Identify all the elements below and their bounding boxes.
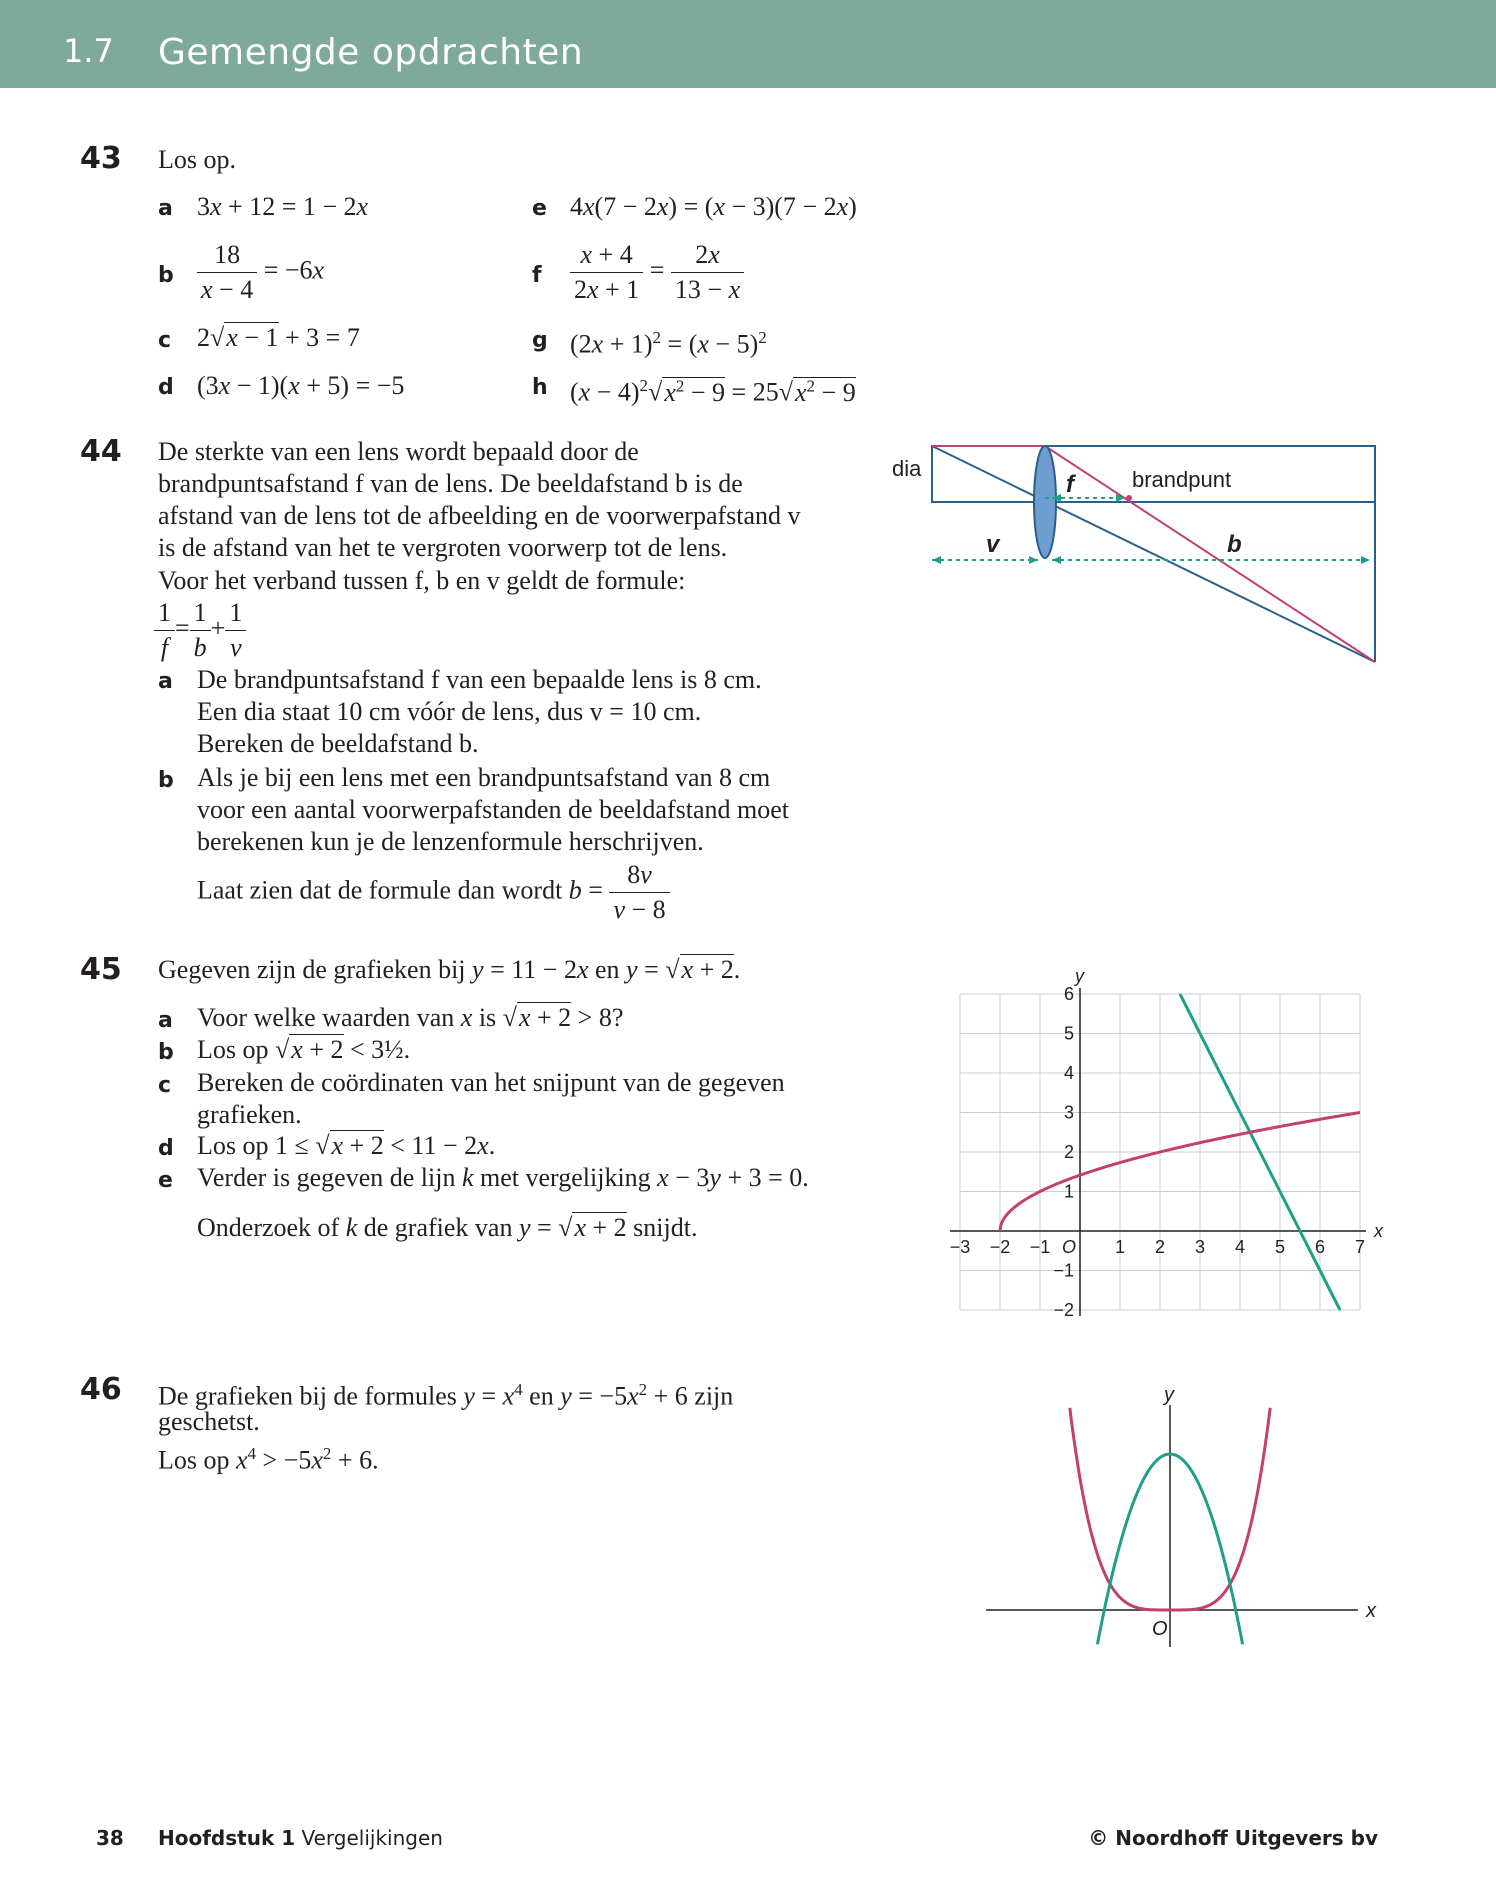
graph-exercise-46 (980, 1385, 1380, 1655)
x-tick-label: 4 (1234, 1237, 1246, 1257)
ex45-e-line-2: Onderzoek of k de grafiek van y = √x + 2 snijdt. (197, 1213, 698, 1242)
ex44-b-show-text: Laat zien dat de formule dan wordt (197, 875, 563, 905)
b-arrow-head-left (1052, 556, 1061, 564)
ex44-label-b: b (158, 768, 174, 793)
ex43-label-f: f (532, 263, 542, 288)
ex44-text-line-1: De sterkte van een lens wordt bepaald door de (158, 437, 639, 466)
ex45-c-line-1: Bereken de coördinaten van het snijpunt van de gegeven (197, 1068, 785, 1097)
label-b: b (1227, 531, 1242, 558)
ex44-label-a: a (158, 669, 173, 694)
y-tick-label: −2 (1053, 1300, 1074, 1320)
exercise-44-number: 44 (80, 434, 122, 469)
ex43-label-b: b (158, 263, 174, 288)
y-tick-label: 1 (1063, 1181, 1074, 1202)
ex43-eq-e: 4x(7 − 2x) = (x − 3)(7 − 2x) (570, 192, 857, 221)
ex43-eq-c: 2√x − 1 + 3 = 7 (197, 323, 360, 352)
section-header-band (0, 0, 1496, 88)
ex43-label-e: e (532, 196, 547, 221)
x-tick-label: 2 (1154, 1237, 1166, 1257)
ex44-a-line-2: Een dia staat 10 cm vóór de lens, dus v = 10 cm. (197, 697, 702, 726)
ex44-text-line-2: brandpuntsafstand f van de lens. De beeldafstand b is de (158, 469, 743, 498)
footer-chapter (158, 1826, 443, 1850)
ex45-d: Los op 1 ≤ √x + 2 < 11 − 2x. (197, 1131, 496, 1160)
lens-diagram (880, 430, 1400, 670)
y-axis-label: y (1075, 966, 1084, 986)
ex45-e-line-1: Verder is gegeven de lijn k met vergelijking x − 3y + 3 = 0. (197, 1163, 809, 1192)
x-tick-label: 7 (1354, 1237, 1366, 1257)
x-axis-label: x (1366, 1600, 1376, 1622)
ex44-b-line-1: Als je bij een lens met een brandpuntsafstand van 8 cm (197, 763, 771, 792)
x-tick-label: 6 (1314, 1237, 1326, 1257)
ex44-text-line-4: is de afstand van het te vergroten voorwerp tot de lens. (158, 533, 728, 562)
label-brandpunt: brandpunt (1132, 467, 1232, 492)
ex45-label-a: a (158, 1008, 173, 1033)
ex45-b: Los op √x + 2 < 3½. (197, 1035, 411, 1064)
ex43-eq-a: 3x + 12 = 1 − 2x (197, 192, 369, 221)
ex44-b-line-3: berekenen kun je de lenzenformule herschrijven. (197, 827, 704, 856)
origin-label: O (1152, 1618, 1168, 1640)
y-tick-label: 2 (1063, 1142, 1074, 1162)
ex44-b-line-2: voor een aantal voorwerpafstanden de beeldafstand moet (197, 795, 789, 824)
ex43-label-h: h (532, 375, 548, 400)
ex46-line-2: geschetst. (158, 1407, 260, 1436)
exercise-45-number: 45 (80, 952, 122, 987)
y-tick-label: 3 (1063, 1102, 1074, 1123)
ex44-b-show: Laat zien dat de formule dan wordt b = $\frac{8v}{v - 8}$ (197, 858, 670, 927)
ex45-label-c: c (158, 1073, 172, 1098)
ex44-a-line-1: De brandpuntsafstand f van een bepaalde lens is 8 cm. (197, 665, 762, 694)
y-tick-label: 5 (1063, 1023, 1074, 1044)
b-arrow-head-right (1361, 556, 1370, 564)
label-f: f (1066, 471, 1074, 498)
x-tick-label: 1 (1114, 1237, 1126, 1257)
ex44-a-line-3: Bereken de beeldafstand b. (197, 729, 479, 758)
exercise-43-intro: Los op. (158, 145, 236, 174)
x-axis-label: x (1374, 1221, 1383, 1241)
ex45-intro: Gegeven zijn de grafieken bij y = 11 − 2x en y = √x + 2. (158, 955, 741, 984)
label-v: v (986, 531, 1000, 558)
v-arrow-head-left (932, 556, 941, 564)
ex44-text-line-3: afstand van de lens tot de afbeelding en de voorwerpafstand v (158, 501, 801, 530)
ex43-label-c: c (158, 328, 172, 353)
ex43-label-g: g (532, 328, 548, 353)
section-number: 1.7 (63, 32, 114, 70)
ex43-label-a: a (158, 196, 173, 221)
ex44-text-line-5: Voor het verband tussen f, b en v geldt de formule: (158, 566, 686, 595)
ex43-eq-f: $\frac{x + 4}{2x + 1}$ = $\frac{2x}{13 - x}$ (570, 238, 744, 307)
y-tick-label: −1 (1053, 1260, 1074, 1281)
series-sqrtx2-line (1000, 1113, 1360, 1232)
y-tick-label: 6 (1063, 984, 1074, 1004)
section-title: Gemengde opdrachten (158, 32, 584, 73)
label-dia: dia (892, 456, 922, 481)
ex45-c-line-2: grafieken. (197, 1100, 302, 1129)
ex43-eq-h: $(x - 4)^2√x^2 - 9 = 25√x^2 - 9$ (570, 376, 856, 407)
ex45-label-d: d (158, 1136, 174, 1161)
x-tick-label: −2 (989, 1237, 1011, 1257)
footer-chapter-name: Hoofdstuk 1 (158, 1826, 296, 1850)
ex46-line-1: De grafieken bij de formules $y = x^4$ en $y = -5x^2 + 6$ zijn (158, 1380, 734, 1411)
ex45-label-b: b (158, 1040, 174, 1065)
origin-label: O (1061, 1237, 1076, 1257)
ex46-line-3: Los op $x^4 > -5x^2 + 6$. (158, 1444, 379, 1475)
ex44-lens-formula: $\frac{1}{f}$ = $\frac{1}{b}$ + $\frac{1}{v}$ (154, 596, 246, 665)
footer-chapter-title: Vergelijkingen (301, 1826, 443, 1850)
ex45-a: Voor welke waarden van x is √x + 2 > 8? (197, 1003, 624, 1032)
copyright: © Noordhoff Uitgevers bv (1088, 1826, 1378, 1850)
page-number: 38 (96, 1826, 124, 1850)
x-tick-label: −1 (1029, 1237, 1051, 1257)
x-tick-label: 5 (1274, 1237, 1286, 1257)
x-tick-label: 3 (1194, 1237, 1206, 1257)
lens (1034, 446, 1056, 558)
graph-exercise-45 (940, 960, 1383, 1320)
ex45-label-e: e (158, 1168, 173, 1193)
v-arrow-head-right (1029, 556, 1038, 564)
ex43-eq-d: (3x − 1)(x + 5) = −5 (197, 371, 405, 400)
exercise-46-number: 46 (80, 1372, 122, 1407)
exercise-43-number: 43 (80, 141, 122, 176)
y-tick-label: 4 (1063, 1063, 1074, 1083)
x-tick-label: −3 (949, 1237, 971, 1257)
focal-point (1126, 495, 1132, 501)
ex43-eq-b: $\frac{18}{x - 4}$ = −6x (197, 238, 324, 307)
ex43-eq-g: $(2x + 1)^2 = (x - 5)^2$ (570, 328, 767, 359)
ex43-label-d: d (158, 375, 174, 400)
y-axis-label: y (1164, 1384, 1174, 1406)
